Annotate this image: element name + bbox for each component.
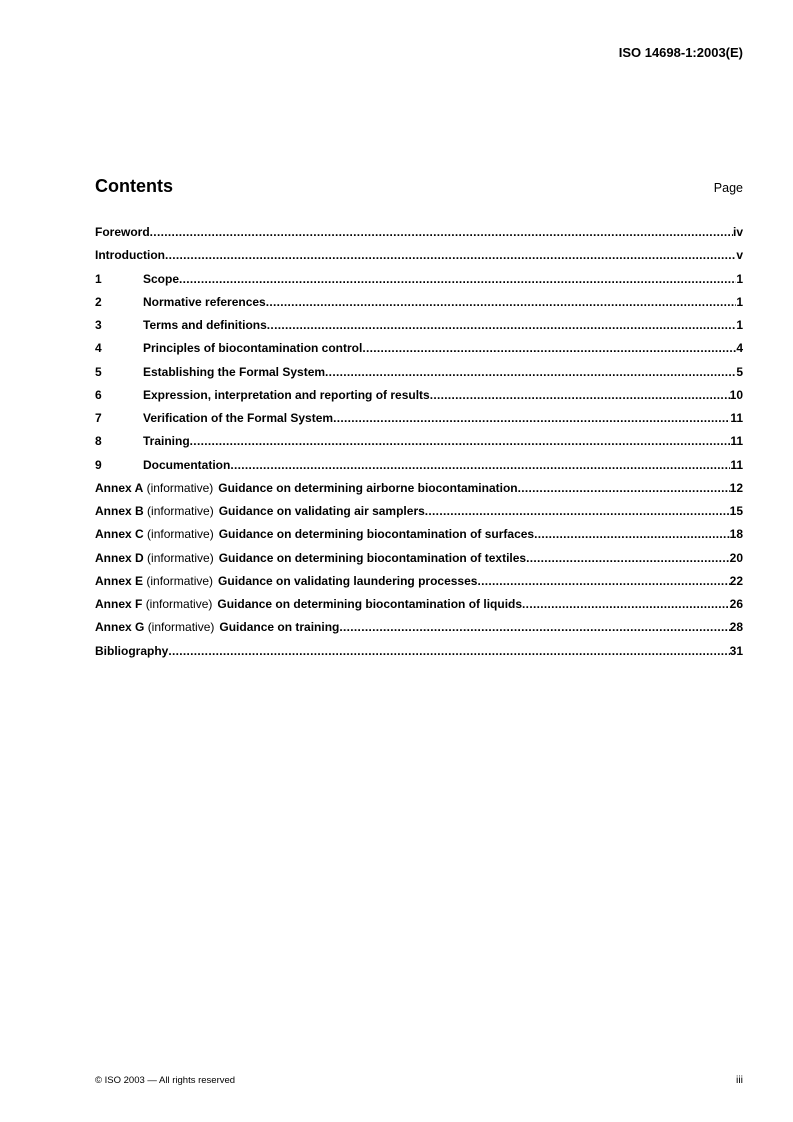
toc-entry-page: 15 [729,504,743,518]
annex-label: Annex D [95,550,144,565]
dot-leader [168,644,729,659]
annex-label: Annex A [95,480,144,495]
toc-entry-title: Normative references [143,294,266,309]
dot-leader [518,481,730,496]
dot-leader [179,272,736,287]
document-id: ISO 14698-1:2003(E) [618,45,743,60]
dot-leader [425,504,730,519]
toc-entry-number: 3 [95,318,102,332]
annex-qualifier: (informative) [147,550,214,565]
toc-entry-verification[interactable] [95,411,743,434]
toc-entry-title: Guidance on validating air samplers [218,504,425,518]
toc-entry-page: iv [732,225,743,239]
toc-entry-page: 5 [736,364,743,379]
annex-heading [95,504,214,519]
toc-entry-page: v [736,248,743,263]
toc-entry-normative-references[interactable] [95,295,743,318]
toc-entry-title: Guidance on determining biocontamination of textiles [218,550,527,565]
toc-entry-title: Documentation [143,457,231,472]
contents-heading-row [95,176,743,197]
footer-page-number: iii [736,1074,743,1086]
toc-entry-page: 1 [736,294,743,309]
toc-entry-title: Terms and definitions [143,318,267,332]
annex-heading [95,574,213,589]
toc-entry-page: 1 [736,318,743,332]
toc-entry-number: 9 [95,457,102,472]
table-of-contents [95,225,743,667]
annex-label: Annex E [95,573,144,588]
annex-label: Annex G [95,620,145,635]
dot-leader [430,388,730,403]
toc-entry-title: Verification of the Formal System [143,411,334,425]
toc-entry-annex-d[interactable] [95,551,743,574]
toc-entry-scope[interactable] [95,272,743,295]
toc-entry-title: Establishing the Formal System [143,364,326,379]
annex-label: Annex F [95,597,143,611]
dot-leader [339,620,729,635]
toc-entry-page: 20 [729,550,743,565]
toc-entry-number: 7 [95,411,102,425]
toc-entry-page: 1 [736,271,743,286]
toc-entry-annex-f[interactable] [95,597,743,620]
dot-leader [165,248,736,263]
toc-entry-page: 22 [729,573,743,588]
toc-entry-title: Foreword [95,225,150,239]
annex-qualifier: (informative) [146,480,214,495]
toc-entry-title: Training [143,434,190,449]
toc-entry-principles[interactable] [95,341,743,364]
annex-heading [95,597,212,612]
toc-entry-page: 12 [729,480,743,495]
dot-leader [526,551,730,566]
page-column-label: Page [713,181,743,195]
toc-entry-page: 28 [729,620,743,635]
toc-entry-introduction[interactable] [95,248,743,271]
dot-leader [333,411,730,426]
annex-qualifier: (informative) [147,527,214,542]
toc-entry-annex-c[interactable] [95,527,743,550]
toc-entry-title: Guidance on validating laundering processes [218,573,478,588]
toc-entry-title: Bibliography [95,643,169,658]
toc-entry-number: 1 [95,271,102,286]
toc-entry-title: Introduction [95,248,165,263]
dot-leader [266,295,737,310]
toc-entry-page: 31 [729,643,743,658]
dot-leader [230,458,730,473]
annex-qualifier: (informative) [147,504,214,518]
toc-entry-page: 10 [729,387,743,402]
dot-leader [150,225,733,240]
toc-entry-title: Principles of biocontamination control [143,341,363,356]
annex-qualifier: (informative) [146,573,214,588]
dot-leader [190,434,731,449]
annex-heading [95,481,213,496]
toc-entry-formal-system[interactable] [95,365,743,388]
toc-entry-title: Expression, interpretation and reporting of results [143,387,430,402]
toc-entry-page: 26 [729,597,743,611]
toc-entry-number: 6 [95,387,102,402]
toc-entry-annex-a[interactable] [95,481,743,504]
annex-label: Annex C [95,527,144,542]
dot-leader [267,318,737,333]
toc-entry-foreword[interactable] [95,225,743,248]
footer-copyright: © ISO 2003 — All rights reserved [95,1075,236,1086]
toc-entry-page: 18 [729,527,743,542]
toc-entry-number: 8 [95,434,102,449]
toc-entry-title: Guidance on training [219,620,340,635]
dot-leader [534,527,730,542]
toc-entry-page: 11 [730,434,743,449]
toc-entry-title: Guidance on determining biocontamination of surfaces [218,527,535,542]
annex-label: Annex B [95,504,144,518]
annex-heading [95,551,214,566]
toc-entry-documentation[interactable] [95,458,743,481]
toc-entry-page: 11 [730,411,743,425]
contents-title: Contents [95,176,173,196]
toc-entry-expression-results[interactable] [95,388,743,411]
toc-entry-annex-g[interactable] [95,620,743,643]
annex-heading [95,527,214,542]
toc-entry-annex-b[interactable] [95,504,743,527]
toc-entry-title: Scope [143,271,180,286]
dot-leader [477,574,729,589]
toc-entry-annex-e[interactable] [95,574,743,597]
toc-entry-number: 4 [95,341,102,356]
dot-leader [362,341,736,356]
toc-entry-training[interactable] [95,434,743,457]
dot-leader [522,597,730,612]
annex-heading [95,620,214,635]
toc-entry-page: 11 [730,457,743,472]
dot-leader [325,365,736,380]
annex-qualifier: (informative) [147,620,215,635]
toc-entry-number: 5 [95,364,102,379]
annex-qualifier: (informative) [145,597,213,611]
toc-entry-number: 2 [95,294,102,309]
toc-entry-terms-definitions[interactable] [95,318,743,341]
toc-entry-title: Guidance on determining airborne biocontamination [218,480,518,495]
toc-entry-title: Guidance on determining biocontamination of liquids [217,597,523,611]
toc-entry-bibliography[interactable] [95,644,743,667]
toc-entry-page: 4 [736,341,743,356]
